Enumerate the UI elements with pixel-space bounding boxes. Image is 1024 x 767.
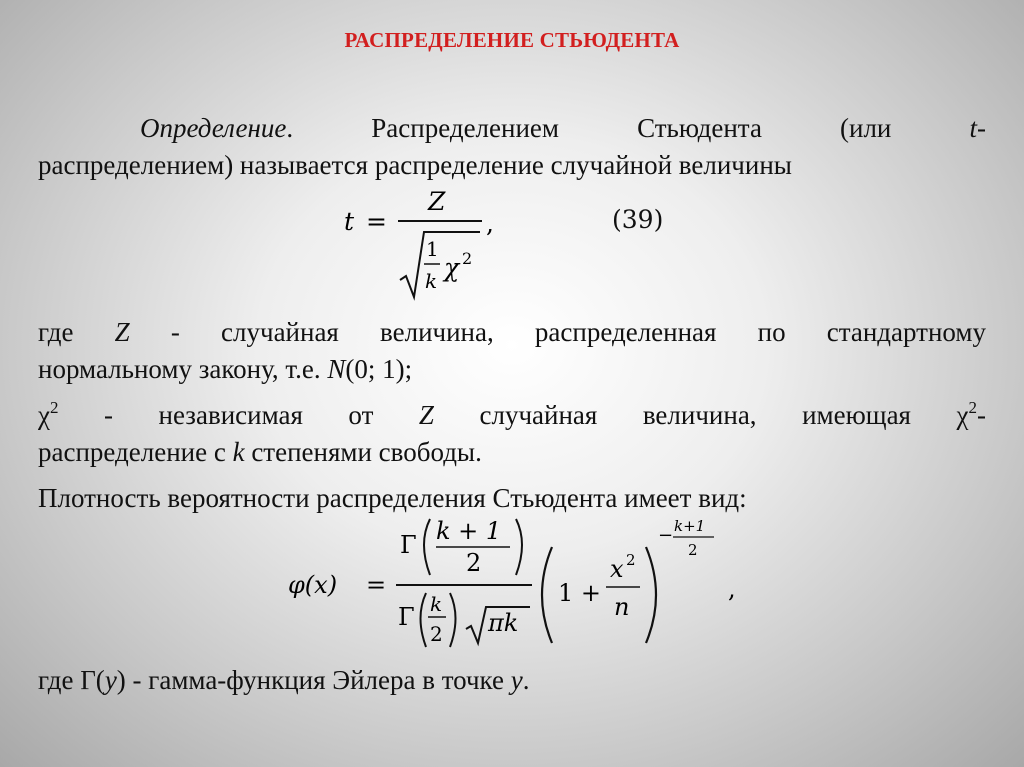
z-line2-start: нормальному закону, т.е. [38, 354, 328, 384]
gamma-y2: y [510, 665, 523, 695]
chi-line2-end: степенями свободы. [244, 437, 482, 467]
definition-label: Определение [140, 113, 287, 143]
chi-exponent: 2 [462, 249, 473, 268]
chi-k: k [232, 437, 245, 467]
frac-n: n [614, 593, 630, 621]
z-line2-end: (0; 1); [345, 354, 413, 384]
fraction-one: 1 [426, 237, 439, 261]
num-two: 2 [466, 549, 482, 577]
gamma-end: . [522, 665, 530, 695]
exp-num: k+1 [674, 517, 706, 535]
z-symbol: Z [114, 317, 130, 347]
exp-den: 2 [688, 541, 698, 559]
z-line-1 [38, 314, 986, 351]
formula-t-numerator: Z [428, 187, 446, 216]
density-text: Плотность вероятности распределения Стьюдента имеет вид: [38, 483, 747, 513]
chi-z: Z [418, 400, 434, 430]
chi-text: χ [38, 400, 50, 430]
chi-symbol: χ [444, 253, 460, 282]
gamma-den: Γ [398, 603, 415, 631]
chi-hyphen: - [977, 400, 986, 430]
formula-t-lhs: t [344, 207, 355, 236]
frac-x: x [610, 555, 624, 583]
z-line-2 [38, 351, 986, 388]
paren-right-big [646, 547, 656, 643]
phi-lhs: φ(x) [288, 571, 338, 599]
equation-number: (39) [612, 205, 664, 234]
definition-line-2 [38, 147, 986, 184]
n-symbol: N [327, 354, 346, 384]
gamma-line [38, 662, 986, 699]
chi-mid2: случайная величина, имеющая χ [433, 400, 969, 430]
formula-t [340, 180, 520, 305]
pi-k: πk [488, 609, 519, 637]
formula-t-comma: , [486, 209, 494, 238]
paren-right-den [450, 593, 456, 647]
paren-left-den [421, 593, 427, 647]
one-plus: 1 + [558, 579, 602, 607]
phi-eq: = [366, 571, 387, 599]
definition-text-2: распределением) называется распределение случайной величины [38, 150, 792, 180]
slide-title: РАСПРЕДЕЛЕНИЕ СТЬЮДЕНТА [344, 28, 680, 52]
chi-exp2: 2 [968, 398, 977, 417]
gamma-mid: ) - гамма-функция Эйлера в точке [116, 665, 511, 695]
definition-text-1: . Распределением Стьюдента (или [286, 113, 970, 143]
chi-exp: 2 [49, 398, 59, 417]
z-text-start: где [38, 317, 115, 347]
chi-mid: - независимая от [58, 400, 419, 430]
z-text-rest: - случайная величина, распределенная по стандартному [129, 317, 986, 347]
chi-line-2 [38, 434, 986, 471]
t-symbol: t [969, 113, 977, 143]
definition-hyphen: - [977, 113, 986, 143]
num-k-plus-1: k + 1 [436, 517, 502, 545]
phi-comma: , [728, 575, 736, 603]
exp-minus: − [658, 525, 674, 546]
chi-line-1 [38, 397, 986, 434]
gamma-start: где Γ( [38, 665, 105, 695]
fraction-k: k [425, 269, 438, 293]
paren-left-num [424, 519, 430, 575]
den-two: 2 [430, 622, 443, 646]
chi-line2-start: распределение с [38, 437, 233, 467]
definition-line-1 [38, 110, 986, 147]
paren-left-big [542, 547, 552, 643]
gamma-y: y [104, 665, 117, 695]
paren-right-num [516, 519, 522, 575]
formula-phi [280, 505, 750, 660]
frac-x-exp: 2 [626, 551, 636, 569]
formula-t-eq: = [366, 207, 387, 236]
den-k: k [430, 592, 443, 616]
gamma-num: Γ [400, 531, 417, 559]
